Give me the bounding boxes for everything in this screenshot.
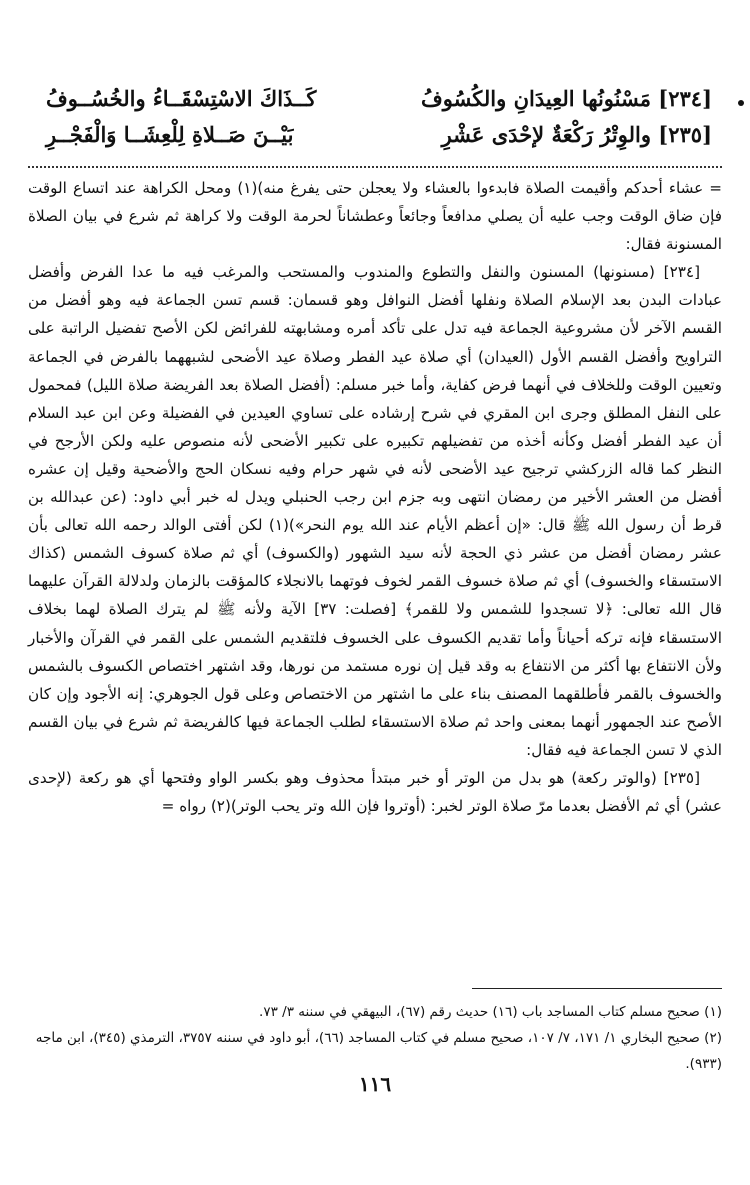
paragraph-commentary-235: [٢٣٥] (والوتر ركعة) هو بدل من الوتر أو خبر مبتدأ محذوف وهو بكسر الواو وفتحها أي هو ركعة (لإحدى عشر) أي ثم الأفضل بعدما مرّ صلاة الوتر لخبر: (أوتروا فإن الله وتر يحب الوتر)(٢) رواه = <box>28 768 722 816</box>
margin-dot <box>738 100 744 106</box>
verse-1-second-hemistich: كَــذَاكَ الاسْتِسْقَــاءُ والخُسُــوفُ <box>46 86 317 111</box>
dotted-separator <box>28 166 722 168</box>
verse-2-second-hemistich: بَيْــنَ صَــلاةِ لِلْعِشَــا وَالْفَجْــرِ <box>46 122 294 147</box>
verse-1-first-hemistich: [٢٣٤] مَسْنُونُها العِيدَانِ والكُسُوفُ <box>420 86 712 111</box>
verse-2-first-hemistich: [٢٣٥] والوِتْرُ رَكْعَةٌ لإحْدَى عَشْرِ <box>441 122 712 147</box>
footnotes <box>28 988 722 1077</box>
paragraph-continuation: = عشاء أحدكم وأقيمت الصلاة فابدءوا بالعشاء ولا يعجلن حتى يفرغ منه)(١) ومحل الكراهة عند اتساع الوقت فإن ضاق الوقت وجب عليه أن يصلي مدافعاً وجائعاً وعطشاناً لحرمة الوقت ولا كراهة ثم شرع في بيان الصلاة المسنونة فقال: <box>28 179 723 254</box>
paragraph-commentary-234: [٢٣٤] (مسنونها) المسنون والنفل والتطوع والمندوب والمستحب والمرغب فيه ما عدا الفرض وأفضل عبادات البدن بعد الإسلام الصلاة ونفلها أفضل النوافل وهو قسمان: قسم تسن الجماعة فيه وهو أفضل من القسم الآخر لأن مشروعية الجماعة فيه تدل على تأكد أمره ومشابهته للفرائض لكن الأصح تفضيل الراتبة على التراويح وأفضل القسم الأول (العيدان) أي صلاة عيد الفطر وصلاة عيد الأضحى لشبههما بالفرض في الجماعة وتعيين الوقت وللخلاف في أنهما فرض كفاية، وأما خبر مسلم: (أفضل الصلاة بعد الفريضة صلاة الليل) فمحمول على النفل المطلق وجرى ابن المقري في شرح إرشاده على تساوي العيدين في الفضيلة وعن ابن عبد السلام أن عيد الفطر أفضل وكأنه أخذه من تفضيلهم تكبيره على تكبير الأضحى لأنه منصوص عليه ولكن الأرجح في النظر كما قاله الزركشي ترجيح عيد الأضحى لأنه في شهر حرام وفيه نسكان الحج والأضحية وقيل إن عشره أفضل من العشر الأخير من رمضان انتهى وبه جزم ابن رجب الحنبلي ويدل له خبر أبي داود: (عن عبدالله بن قرط أن رسول الله ﷺ قال: «إن أعظم الأيام عند الله يوم النحر»)(١) لكن أفتى الوالد رحمه الله تعالى بأن عشر رمضان أفضل من عشر ذي الحجة لأنه سيد الشهور (والكسوف) أي ثم صلاة كسوف الشمس (كذاك الاستسقاء والخسوف) أي ثم صلاة خسوف القمر لخوف فوتهما بالانجلاء كالمؤقت بالزمان ولدلالة القرآن عليهما قال الله تعالى: ﴿لا تسجدوا للشمس ولا للقمر﴾ [فصلت: ٣٧] الآية ولأنه ﷺ لم يترك الصلاة لهما بخلاف الاستسقاء فإنه تركه أحياناً وأما تقديم الكسوف على الخسوف فلتقديم الشمس على القمر في القرآن والأخبار ولأن الانتفاع بها أكثر من الانتفاع به وقد قيل إن نوره مستمد من نورها، وقد اشتهر اختصاص الكسوف بالشمس والخسوف بالقمر فأطلقهما المصنف بناء على ما اشتهر من الاختصاص وعلى قول الجوهري: إنه الأجود وإن كان الأصح عند الجمهور أنهما بمعنى واحد ثم صلاة الاستسقاء لطلب الجماعة فيها كالفريضة ثم شرع في بيان القسم الذي لا تسن الجماعة فيه فقال: <box>28 263 722 759</box>
footnote-rule <box>472 988 722 989</box>
commentary-body <box>28 174 722 820</box>
poem-verses <box>28 70 722 160</box>
footnote-2: (٢) صحيح البخاري ١/ ١٧١، ٧/ ١٠٧، صحيح مسلم في كتاب المساجد (٦٦)، أبو داود في سننه ٣٧٥٧، الترمذي (٣٤٥)، ابن ماجه (٩٣٣). <box>35 1030 722 1072</box>
page-content <box>28 70 722 820</box>
footnote-1: (١) صحيح مسلم كتاب المساجد باب (١٦) حديث رقم (٦٧)، البيهقي في سننه ٣/ ٧٣. <box>259 1004 722 1020</box>
page-number: ١١٦ <box>358 1072 392 1096</box>
